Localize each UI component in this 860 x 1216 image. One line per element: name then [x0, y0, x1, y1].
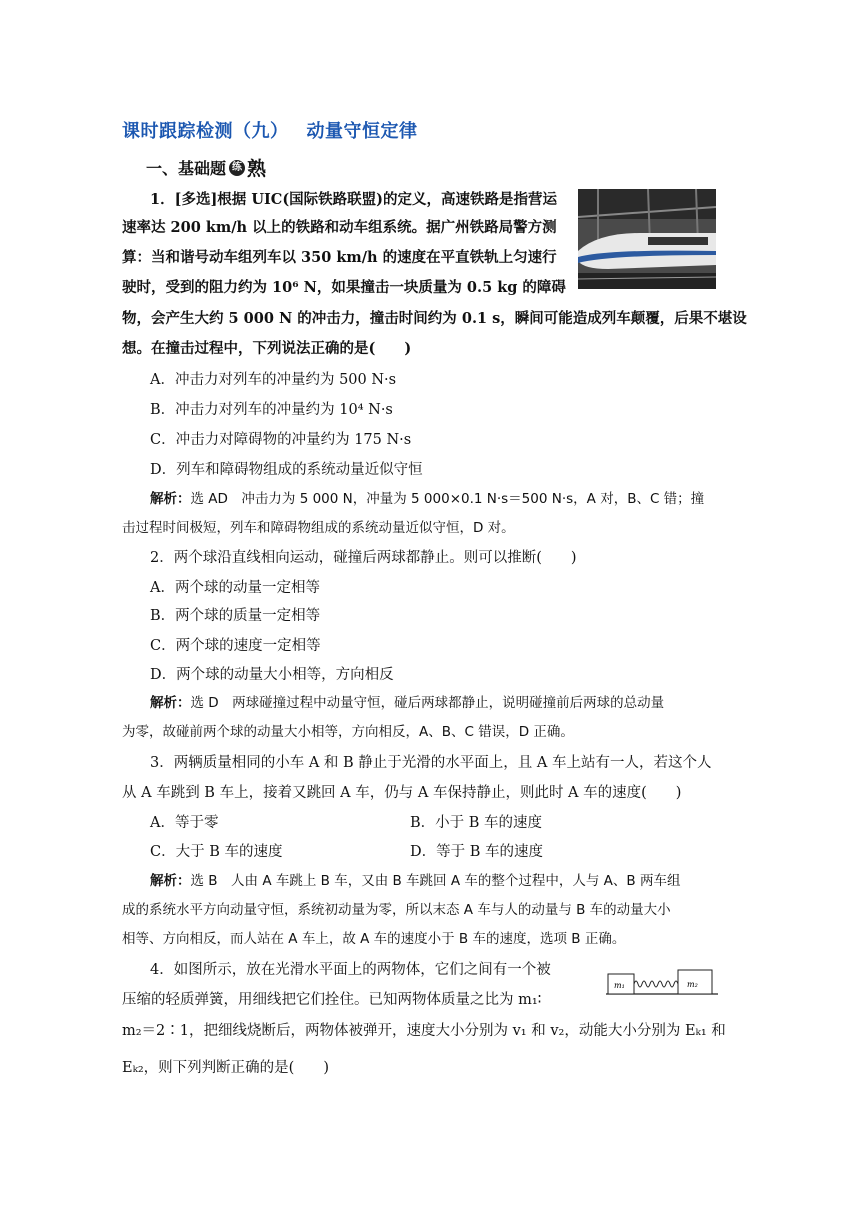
q1-line-3: 算：当和谐号动车组列车以 350 km/h 的速度在平直铁轨上匀速行 — [122, 249, 557, 266]
page-title — [122, 117, 418, 143]
q3-explanation-label: 解析： — [150, 873, 191, 889]
q4-line-2: 压缩的轻质弹簧，用细线把它们拴住。已知两物体质量之比为 m₁∶ — [122, 992, 542, 1008]
q1-line-5: 物，会产生大约 5 000 N 的冲击力，撞击时间约为 0.1 s，瞬间可能造成列车颠覆，后果不堪设 — [122, 310, 747, 327]
q4-line-4: Eₖ₂，则下列判断正确的是( ) — [122, 1060, 329, 1076]
q2-option-b: B．两个球的质量一定相等 — [150, 608, 321, 624]
q1-line-1: 1．[多选]根据 UIC(国际铁路联盟)的定义，高速铁路是指营运 — [150, 191, 558, 208]
section-heading — [146, 154, 266, 181]
q1-line-2: 速率达 200 km/h 以上的铁路和动车组系统。据广州铁路局警方测 — [122, 219, 557, 236]
title-sub: 动量守恒定律 — [306, 121, 418, 142]
q2-option-d: D．两个球的动量大小相等，方向相反 — [150, 667, 394, 683]
q3-line-1: 3．两辆质量相同的小车 A 和 B 静止于光滑的水平面上，且 A 车上站有一人，若这个人 — [150, 755, 712, 771]
train-photo — [578, 189, 716, 289]
section-badge-text: 熟 — [247, 158, 267, 180]
q3-option-c: C．大于 B 车的速度 — [150, 844, 283, 860]
q1-explanation-line-1 — [150, 489, 704, 509]
q1-option-b: B．冲击力对列车的冲量约为 10⁴ N·s — [150, 402, 393, 418]
q4-line-3: m₂＝2∶1，把细线烧断后，两物体被弹开，速度大小分别为 v₁ 和 v₂，动能大小分别为 Eₖ₁ 和 — [122, 1023, 726, 1039]
q2-explanation-text-1: 选 D 两球碰撞过程中动量守恒，碰后两球都静止，说明碰撞前后两球的总动量 — [190, 695, 665, 711]
q3-explanation-line-1 — [150, 871, 680, 891]
q2-explanation-line-1 — [150, 693, 664, 713]
q1-line-6: 想。在撞击过程中，下列说法正确的是( ) — [122, 340, 412, 357]
q3-line-2: 从 A 车跳到 B 车上，接着又跳回 A 车，仍与 A 车保持静止，则此时 A 车的速度( ) — [122, 785, 682, 801]
q3-option-d: D．等于 B 车的速度 — [410, 844, 543, 860]
q3-explanation-text-1: 选 B 人由 A 车跳上 B 车，又由 B 车跳回 A 车的整个过程中，人与 A、B 两车组 — [190, 873, 681, 889]
q1-option-c: C．冲击力对障碍物的冲量约为 175 N·s — [150, 432, 412, 448]
title-main: 课时跟踪检测（九） — [122, 121, 289, 142]
q2-option-a: A．两个球的动量一定相等 — [150, 580, 320, 596]
spring-diagram — [606, 966, 718, 1000]
practice-badge-icon: 练 — [229, 160, 245, 176]
q1-explanation-text-1: 选 AD 冲击力为 5 000 N，冲量为 5 000×0.1 N·s＝500 N·s，A 对，B、C 错；撞 — [190, 491, 705, 507]
fig-label-m1: m₁ — [614, 981, 625, 990]
q2-option-c: C．两个球的速度一定相等 — [150, 638, 321, 654]
q1-explanation-label: 解析： — [150, 491, 191, 507]
q3-option-a: A．等于零 — [150, 815, 219, 831]
q2-explanation-label: 解析： — [150, 695, 191, 711]
spring-blocks-icon — [606, 966, 718, 1000]
q1-explanation-line-2: 击过程时间极短，列车和障碍物组成的系统动量近似守恒，D 对。 — [122, 520, 515, 536]
q1-option-a: A．冲击力对列车的冲量约为 500 N·s — [150, 372, 397, 388]
train-illustration-icon — [578, 189, 716, 289]
q4-line-1: 4．如图所示，放在光滑水平面上的两物体，它们之间有一个被 — [150, 962, 551, 978]
q2-stem: 2．两个球沿直线相向运动，碰撞后两球都静止。则可以推断( ) — [150, 550, 577, 566]
fig-label-m2: m₂ — [687, 980, 698, 989]
q3-explanation-line-2: 成的系统水平方向动量守恒，系统初动量为零，所以末态 A 车与人的动量与 B 车的动量大小 — [122, 902, 671, 918]
q2-explanation-line-2: 为零，故碰前两个球的动量大小相等，方向相反，A、B、C 错误，D 正确。 — [122, 724, 574, 740]
section-label: 一、基础题 — [146, 159, 227, 178]
q1-line-4: 驶时，受到的阻力约为 10⁶ N，如果撞击一块质量为 0.5 kg 的障碍 — [122, 279, 566, 296]
q3-explanation-line-3: 相等、方向相反，而人站在 A 车上，故 A 车的速度小于 B 车的速度，选项 B 正确。 — [122, 931, 626, 947]
q3-option-b: B．小于 B 车的速度 — [410, 815, 543, 831]
q1-option-d: D．列车和障碍物组成的系统动量近似守恒 — [150, 462, 423, 478]
